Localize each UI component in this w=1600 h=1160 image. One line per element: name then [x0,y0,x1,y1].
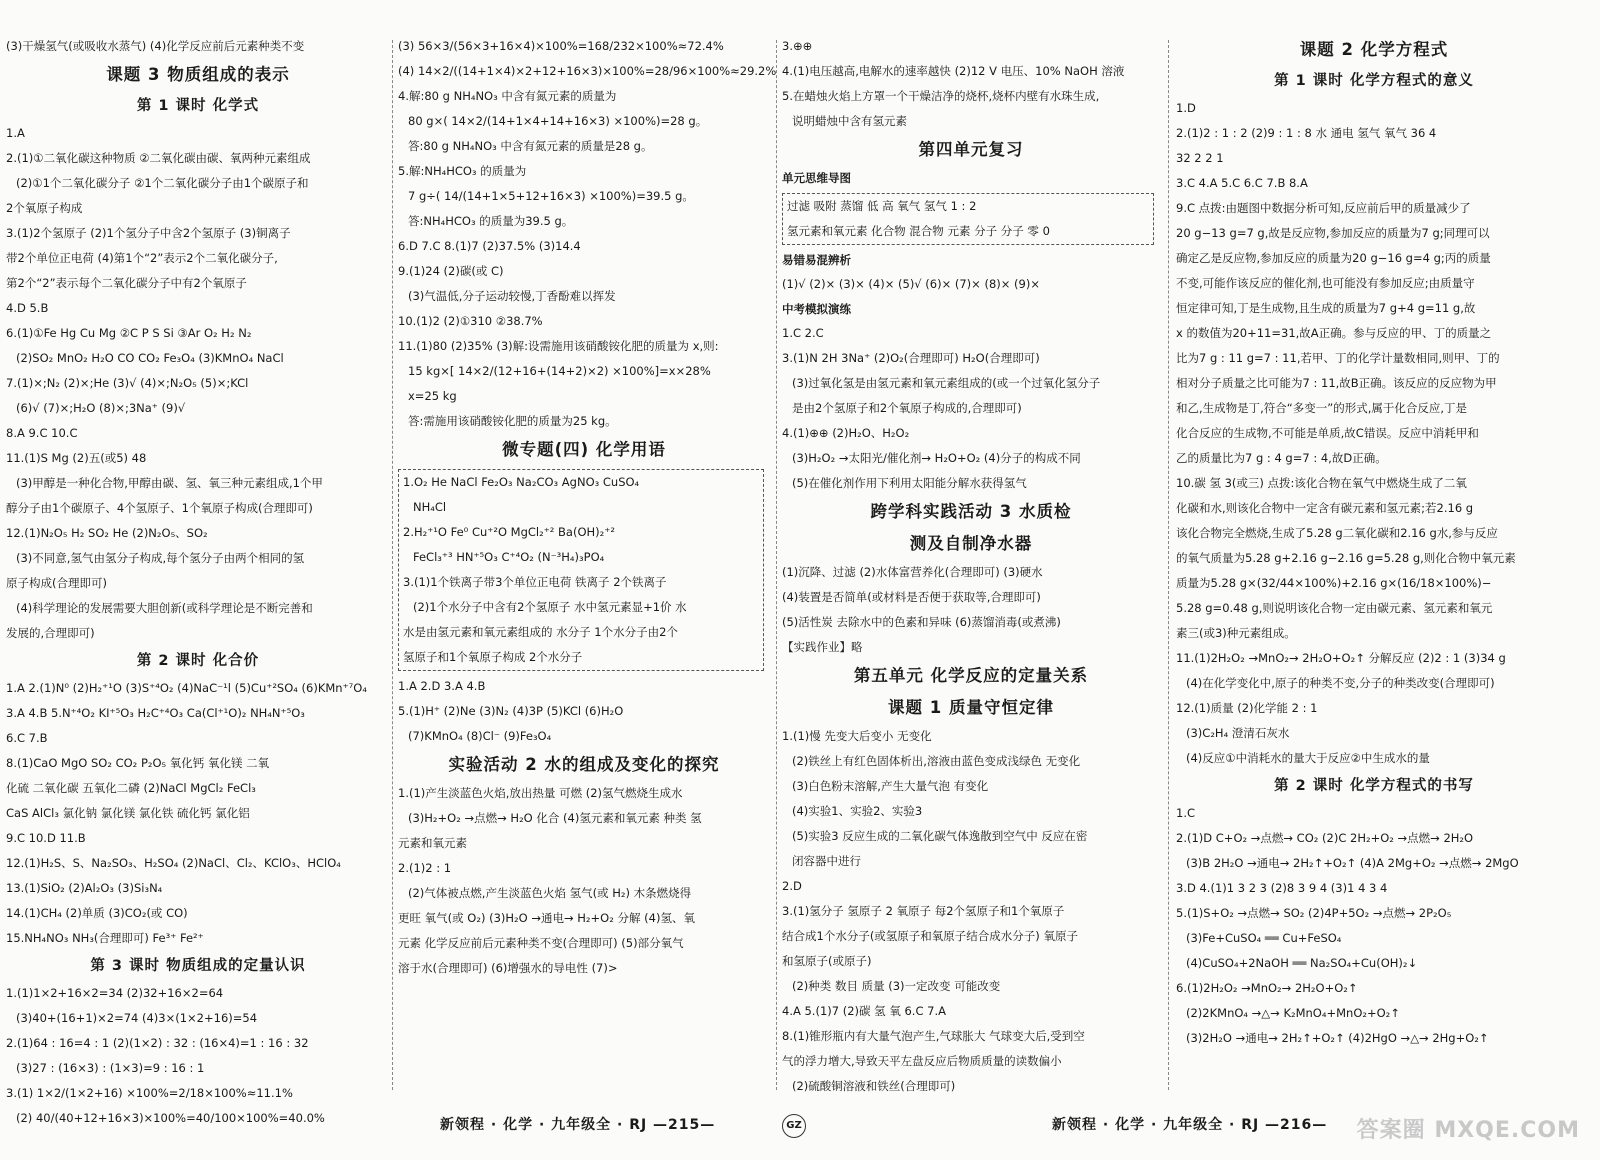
block-label: 易错易混辨析 [782,253,851,267]
answer-line: 化碳和水,则该化合物中一定含有碳元素和氢元素;若2.16 g [1176,501,1474,515]
answer-line: 5.28 g=0.48 g,则说明该化合物一定由碳元素、氢元素和氧元 [1176,601,1493,615]
answer-line: (2)硫酸铜溶液和铁丝(合理即可) [792,1079,956,1093]
column-2 [398,34,777,1099]
answer-line: 答:NH₄HCO₃ 的质量为39.5 g。 [408,214,574,228]
answer-line: (3)白色粉末溶解,产生大量气泡 有变化 [792,779,989,793]
answer-line: 气的浮力增大,导致天平左盘反应后物质质量的读数偏小 [782,1054,1062,1068]
answer-line: (4)装置是否简单(或材料是否便于获取等,合理即可) [782,590,1041,604]
answer-line: 的氧气质量为5.28 g+2.16 g−2.16 g=5.28 g,则化合物中氧元素 [1176,551,1516,565]
answer-line: 元素 化学反应前后元素种类不变(合理即可) (5)部分氧气 [398,936,684,950]
answer-line: 1.A 2.(1)N⁰ (2)H₂⁺¹O (3)S⁺⁴O₂ (4)NaC⁻¹l (5)Cu⁺²SO₄ (6)KMn⁺⁷O₄ [6,681,367,695]
answer-line: (6)√ (7)×;H₂O (8)×;3Na⁺ (9)√ [16,401,186,415]
answer-line: 水是由氢元素和氧元素组成的 水分子 1个水分子由2个 [403,625,678,639]
answer-line: 5.(1)S+O₂ →点燃→ SO₂ (2)4P+5O₂ →点燃→ 2P₂O₅ [1176,906,1452,920]
section-heading: 实验活动 2 水的组成及变化的探究 [448,755,720,774]
bordered-answer-box [782,193,1154,245]
answer-line: (2)铁丝上有红色固体析出,溶液由蓝色变成浅绿色 无变化 [792,754,1081,768]
answer-line: 4.(1)电压越高,电解水的速率越快 (2)12 V 电压、10% NaOH 溶液 [782,64,1125,78]
answer-line: 2.(1)①二氧化碳这种物质 ②二氧化碳由碳、氧两种元素组成 [6,151,311,165]
answer-line: 化硫 二氧化碳 五氧化二磷 (2)NaCl MgCl₂ FeCl₃ [6,781,256,795]
answer-line: (2)①1个二氧化碳分子 ②1个二氧化碳分子由1个碳原子和 [16,176,309,190]
answer-line: 【实践作业】略 [782,640,863,654]
answer-line: 3.(1)氢分子 氢原子 2 氧原子 每2个氢原子和1个氧原子 [782,904,1065,918]
answer-line: 答:80 g NH₄NO₃ 中含有氮元素的质量是28 g。 [408,139,653,153]
answer-line: (2)气体被点燃,产生淡蓝色火焰 氢气(或 H₂) 木条燃烧得 [408,886,692,900]
answer-line: 12.(1)H₂S、S、Na₂SO₃、H₂SO₄ (2)NaCl、Cl₂、KClO₃、HClO₄ [6,856,341,870]
answer-line: 和乙,生成物是丁,符合“多变一”的形式,属于化合反应,丁是 [1176,401,1468,415]
column-1 [6,34,390,1125]
answer-line: 1.D [1176,101,1196,115]
answer-line: (3)40+(16+1)×2=74 (4)3×(1×2+16)=54 [16,1011,258,1025]
answer-line: 和氢原子(或原子) [782,954,872,968]
answer-line: 10.碳 氢 3(或三) 点拨:该化合物在氧气中燃烧生成了二氧 [1176,476,1467,490]
answer-line: 说明蜡烛中含有氢元素 [792,114,907,128]
block-label: 中考模拟演练 [782,302,851,316]
answer-line: 12.(1)N₂O₅ H₂ SO₂ He (2)N₂O₅、SO₂ [6,526,208,540]
answer-line: (3)H₂+O₂ →点燃→ H₂O 化合 (4)氢元素和氧元素 种类 氢 [408,811,702,825]
answer-line: 4.(1)⊕⊕ (2)H₂O、H₂O₂ [782,426,910,440]
answer-line: 5.解:NH₄HCO₃ 的质量为 [398,164,527,178]
answer-line: 答:需施用该硝酸铵化肥的质量为25 kg。 [408,414,617,428]
answer-line: 化合反应的生成物,不可能是单质,故C错误。反应中消耗甲和 [1176,426,1479,440]
answer-line: 5.在蜡烛火焰上方罩一个干燥洁净的烧杯,烧杯内壁有水珠生成, [782,89,1100,103]
answer-line: 11.(1)S Mg (2)五(或5) 48 [6,451,147,465]
answer-line: 确定乙是反应物,参加反应的质量为20 g−16 g=4 g;丙的质量 [1176,251,1491,265]
answer-line: (2)SO₂ MnO₂ H₂O CO CO₂ Fe₃O₄ (3)KMnO₄ NaCl [16,351,284,365]
section-heading: 课题 2 化学方程式 [1299,40,1449,59]
subsection-heading: 第 1 课时 化学式 [136,98,260,114]
answer-line: 2.(1)2 : 1 : 2 (2)9 : 1 : 8 水 通电 氢气 氧气 36 4 [1176,126,1437,140]
answer-line: (3)27 : (16×3) : (1×3)=9 : 16 : 1 [16,1061,205,1075]
answer-line: 2.H₂⁺¹O Fe⁰ Cu⁺²O MgCl₂⁺² Ba(OH)₂⁺² [403,525,615,539]
answer-line: (1)沉降、过滤 (2)水体富营养化(合理即可) (3)硬水 [782,565,1043,579]
answer-line: 醇分子由1个碳原子、4个氢原子、1个氧原子构成(合理即可) [6,501,313,515]
answer-line: (4)反应①中消耗水的量大于反应②中生成水的量 [1186,751,1430,765]
answer-line: 发展的,合理即可) [6,626,95,640]
answer-line: 第2个“2”表示每个二氧化碳分子中有2个氧原子 [6,276,247,290]
answer-line: (3)干燥氢气(或吸收水蒸气) (4)化学反应前后元素种类不变 [6,39,305,53]
answer-line: x 的数值为20+11=31,故A正确。参与反应的甲、丁的质量之 [1176,326,1492,340]
answer-line: 质量为5.28 g×(32/44×100%)+2.16 g×(16/18×100%)− [1176,576,1492,590]
answer-line: 比为7 g : 11 g=7 : 11,若甲、丁的化学计量数相同,则甲、丁的 [1176,351,1500,365]
answer-line: (7)KMnO₄ (8)Cl⁻ (9)Fe₃O₄ [408,729,552,743]
footer-right-page-number: 新领程 · 化学 · 九年级全 · RJ —216— [1052,1117,1328,1133]
answer-line: (4)在化学变化中,原子的种类不变,分子的种类改变(合理即可) [1186,676,1495,690]
answer-line: 1.(1)1×2+16×2=34 (2)32+16×2=64 [6,986,224,1000]
answer-line: FeCl₃⁺³ HN⁺⁵O₃ C⁺⁴O₂ (N⁻³H₄)₃PO₄ [413,550,605,564]
column-divider [776,40,777,1090]
answer-line: 3.A 4.B 5.N⁺⁴O₂ KI⁺⁵O₃ H₂C⁺⁴O₃ Ca(Cl⁺¹O)₂ NH₄N⁺⁵O₃ [6,706,305,720]
answer-line: 11.(1)2H₂O₂ →MnO₂→ 2H₂O+O₂↑ 分解反应 (2)2 : 1 (3)34 g [1176,651,1506,665]
answer-line: 6.(1)①Fe Hg Cu Mg ②C P S Si ③Ar O₂ H₂ N₂ [6,326,252,340]
answer-line: 过滤 吸附 蒸馏 低 高 氧气 氢气 1 : 2 [787,199,977,213]
answer-line: 10.(1)2 (2)①310 ②38.7% [398,314,543,328]
answer-line: (5)活性炭 去除水中的色素和异味 (6)蒸馏消毒(或煮沸) [782,615,1061,629]
answer-line: (3)气温低,分子运动较慢,丁香酚难以挥发 [408,289,616,303]
answer-line: 氢原子和1个氧原子构成 2个水分子 [403,650,583,664]
answer-line: 32 2 2 1 [1176,151,1224,165]
footer-left-page-number: 新领程 · 化学 · 九年级全 · RJ —215— [440,1117,716,1133]
answer-line: 3.D 4.(1)1 3 2 3 (2)8 3 9 4 (3)1 4 3 4 [1176,881,1388,895]
answer-line: 1.O₂ He NaCl Fe₂O₃ Na₂CO₃ AgNO₃ CuSO₄ [403,475,640,489]
answer-line: 2.(1)D C+O₂ →点燃→ CO₂ (2)C 2H₂+O₂ →点燃→ 2H₂O [1176,831,1474,845]
section-heading: 课题 1 质量守恒定律 [888,698,1054,717]
answer-line: 6.C 7.B [6,731,48,745]
section-heading: 测及自制净水器 [909,534,1033,553]
answer-line: (2) 40/(40+12+16×3)×100%=40/100×100%=40.0% [16,1111,325,1125]
answer-line: 1.C [1176,806,1196,820]
answer-line: 1.(1)慢 先变大后变小 无变化 [782,729,932,743]
subsection-heading: 第 2 课时 化学方程式的书写 [1274,778,1474,794]
answer-line: (3)H₂O₂ →太阳光/催化剂→ H₂O+O₂ (4)分子的构成不同 [792,451,1081,465]
answer-line: (3)过氧化氢是由氢元素和氧元素组成的(或一个过氧化氢分子 [792,376,1101,390]
answer-line: (3)不同意,氢气由氢分子构成,每个氢分子由两个相同的氢 [16,551,305,565]
watermark-logo: 答案圈 MXQE.COM [1356,1118,1580,1143]
answer-line: 15 kg×[ 14×2/(12+16+(14+2)×2) ×100%]=x×28% [408,364,711,378]
answer-line: (4)科学理论的发展需要大胆创新(或科学理论是不断完善和 [16,601,313,615]
answer-line: 7 g÷( 14/(14+1×5+12+16×3) ×100%)=39.5 g。 [408,189,694,203]
answer-line: (2)2KMnO₄ →△→ K₂MnO₄+MnO₂+O₂↑ [1186,1006,1400,1020]
answer-line: 7.(1)×;N₂ (2)×;He (3)√ (4)×;N₂O₅ (5)×;KCl [6,376,249,390]
answer-line: (4)实验1、实验2、实验3 [792,804,923,818]
answer-line: 恒定律可知,丁是生成物,且生成的质量为7 g+4 g=11 g,故 [1176,301,1476,315]
answer-line: 4.D 5.B [6,301,49,315]
answer-line: (2)1个水分子中含有2个氢原子 水中氢元素显+1价 水 [413,600,687,614]
column-4 [1176,34,1572,1099]
answer-line: 12.(1)质量 (2)化学能 2 : 1 [1176,701,1318,715]
answer-line: 5.(1)H⁺ (2)Ne (3)N₂ (4)3P (5)KCl (6)H₂O [398,704,624,718]
answer-line: 该化合物完全燃烧,生成了5.28 g二氧化碳和2.16 g水,参与反应 [1176,526,1498,540]
answer-line: 元素和氧元素 [398,836,467,850]
column-divider [1168,40,1169,1090]
answer-line: 14.(1)CH₄ (2)单质 (3)CO₂(或 CO) [6,906,188,920]
answer-line: 素三(或3)种元素组成。 [1176,626,1296,640]
answer-line: 6.(1)2H₂O₂ →MnO₂→ 2H₂O+O₂↑ [1176,981,1358,995]
answer-line: 8.A 9.C 10.C [6,426,78,440]
answer-line: 溶于水(合理即可) (6)增强水的导电性 (7)> [398,961,618,975]
answer-line: (3)甲醇是一种化合物,甲醇由碳、氢、氧三种元素组成,1个甲 [16,476,323,490]
subsection-heading: 第 2 课时 化合价 [136,653,260,669]
answer-line: 原子构成(合理即可) [6,576,107,590]
answer-line: 3.(1)2个氢原子 (2)1个氢分子中含2个氢原子 (3)铜离子 [6,226,291,240]
answer-line: 4.解:80 g NH₄NO₃ 中含有氮元素的质量为 [398,89,617,103]
section-heading: 第五单元 化学反应的定量关系 [853,666,1089,685]
answer-line: x=25 kg [408,389,457,403]
block-label: 单元思维导图 [782,171,851,185]
answer-line: (3)C₂H₄ 澄清石灰水 [1186,726,1290,740]
answer-line: 1.C 2.C [782,326,824,340]
answer-line: 闭容器中进行 [792,854,861,868]
answer-line: (3) 56×3/(56×3+16×4)×100%=168/232×100%≈72.4% [398,39,724,53]
answer-line: (5)在催化剂作用下利用太阳能分解水获得氢气 [792,476,1027,490]
section-heading: 课题 3 物质组成的表示 [106,65,290,84]
subsection-heading: 第 1 课时 化学方程式的意义 [1274,73,1474,89]
center-mark: GZ [782,1114,806,1138]
answer-line: 6.D 7.C 8.(1)7 (2)37.5% (3)14.4 [398,239,581,253]
answer-line: 乙的质量比为7 g : 4 g=7 : 4,故D正确。 [1176,451,1387,465]
answer-line: 氢元素和氧元素 化合物 混合物 元素 分子 分子 零 0 [787,224,1050,238]
section-heading: 第四单元复习 [918,140,1024,159]
answer-line: 9.C 10.D 11.B [6,831,86,845]
answer-line: 3.(1)1个铁离子带3个单位正电荷 铁离子 2个铁离子 [403,575,667,589]
column-3 [782,34,1160,1099]
answer-line: (5)实验3 反应生成的二氧化碳气体逸散到空气中 反应在密 [792,829,1088,843]
answer-line: 20 g−13 g=7 g,故是反应物,参加反应的质量为7 g;同理可以 [1176,226,1490,240]
answer-line: 2.(1)64 : 16=4 : 1 (2)(1×2) : 32 : (16×4)=1 : 16 : 32 [6,1036,309,1050]
answer-line: 9.C 点拨:由题图中数据分析可知,反应前后甲的质量减少了 [1176,201,1471,215]
subsection-heading: 第 3 课时 物质组成的定量认识 [90,958,306,974]
answer-line: 1.A 2.D 3.A 4.B [398,679,486,693]
column-divider [392,40,393,1090]
answer-line: 带2个单位正电荷 (4)第1个“2”表示2个二氧化碳分子, [6,251,278,265]
answer-line: 13.(1)SiO₂ (2)Al₂O₃ (3)Si₃N₄ [6,881,163,895]
answer-line: 相对分子质量之比可能为7 : 11,故B正确。该反应的反应物为甲 [1176,376,1497,390]
answer-line: 11.(1)80 (2)35% (3)解:设需施用该硝酸铵化肥的质量为 x,则: [398,339,719,353]
answer-line: (3)B 2H₂O →通电→ 2H₂↑+O₂↑ (4)A 2Mg+O₂ →点燃→ 2MgO [1186,856,1519,870]
answer-line: 9.(1)24 (2)碳(或 C) [398,264,504,278]
answer-line: 3.(1) 1×2/(1×2+16) ×100%=2/18×100%≈11.1% [6,1086,293,1100]
answer-line: 8.(1)锥形瓶内有大量气泡产生,气球胀大 气球变大后,受到空 [782,1029,1085,1043]
answer-line: 15.NH₄NO₃ NH₃(合理即可) Fe³⁺ Fe²⁺ [6,931,204,945]
answer-line: 3.⊕⊕ [782,39,813,53]
answer-line: (1)√ (2)× (3)× (4)× (5)√ (6)× (7)× (8)× (9)× [782,277,1040,291]
answer-line: CaS AlCl₃ 氯化钠 氯化镁 氯化铁 硫化钙 氯化铝 [6,806,250,820]
bordered-answer-box [398,469,764,671]
answer-line: 结合成1个水分子(或氢原子和氧原子结合成水分子) 氧原子 [782,929,1078,943]
answer-line: 2.D [782,879,802,893]
answer-line: 是由2个氢原子和2个氧原子构成的,合理即可) [792,401,1022,415]
section-heading: 跨学科实践活动 3 水质检 [870,502,1072,521]
answer-line: 不变,可能作该反应的催化剂,也可能没有参加反应;由质量守 [1176,276,1475,290]
answer-line: 更旺 氧气(或 O₂) (3)H₂O →通电→ H₂+O₂ 分解 (4)氢、氧 [398,911,695,925]
answer-line: 3.(1)N 2H 3Na⁺ (2)O₂(合理即可) H₂O(合理即可) [782,351,1040,365]
answer-line: 80 g×( 14×2/(14+1×4+14+16×3) ×100%)=28 g。 [408,114,708,128]
answer-line: 2个氧原子构成 [6,201,83,215]
answer-line: 1.(1)产生淡蓝色火焰,放出热量 可燃 (2)氢气燃烧生成水 [398,786,683,800]
answer-line: 8.(1)CaO MgO SO₂ CO₂ P₂O₅ 氧化钙 氧化镁 二氧 [6,756,270,770]
answer-line: (3)Fe+CuSO₄ ══ Cu+FeSO₄ [1186,931,1342,945]
answer-line: (2)种类 数目 质量 (3)一定改变 可能改变 [792,979,1001,993]
answer-line: NH₄Cl [413,500,447,514]
answer-line: 4.A 5.(1)7 (2)碳 氢 氧 6.C 7.A [782,1004,946,1018]
answer-line: (4)CuSO₄+2NaOH ══ Na₂SO₄+Cu(OH)₂↓ [1186,956,1418,970]
answer-line: 1.A [6,126,25,140]
answer-line: (3)2H₂O →通电→ 2H₂↑+O₂↑ (4)2HgO →△→ 2Hg+O₂↑ [1186,1031,1489,1045]
answer-line: 3.C 4.A 5.C 6.C 7.B 8.A [1176,176,1308,190]
section-heading: 微专题(四) 化学用语 [502,440,666,459]
answer-line: 2.(1)2 : 1 [398,861,452,875]
answer-line: (4) 14×2/((14+1×4)×2+12+16×3)×100%=28/96×100%≈29.2% [398,64,777,78]
